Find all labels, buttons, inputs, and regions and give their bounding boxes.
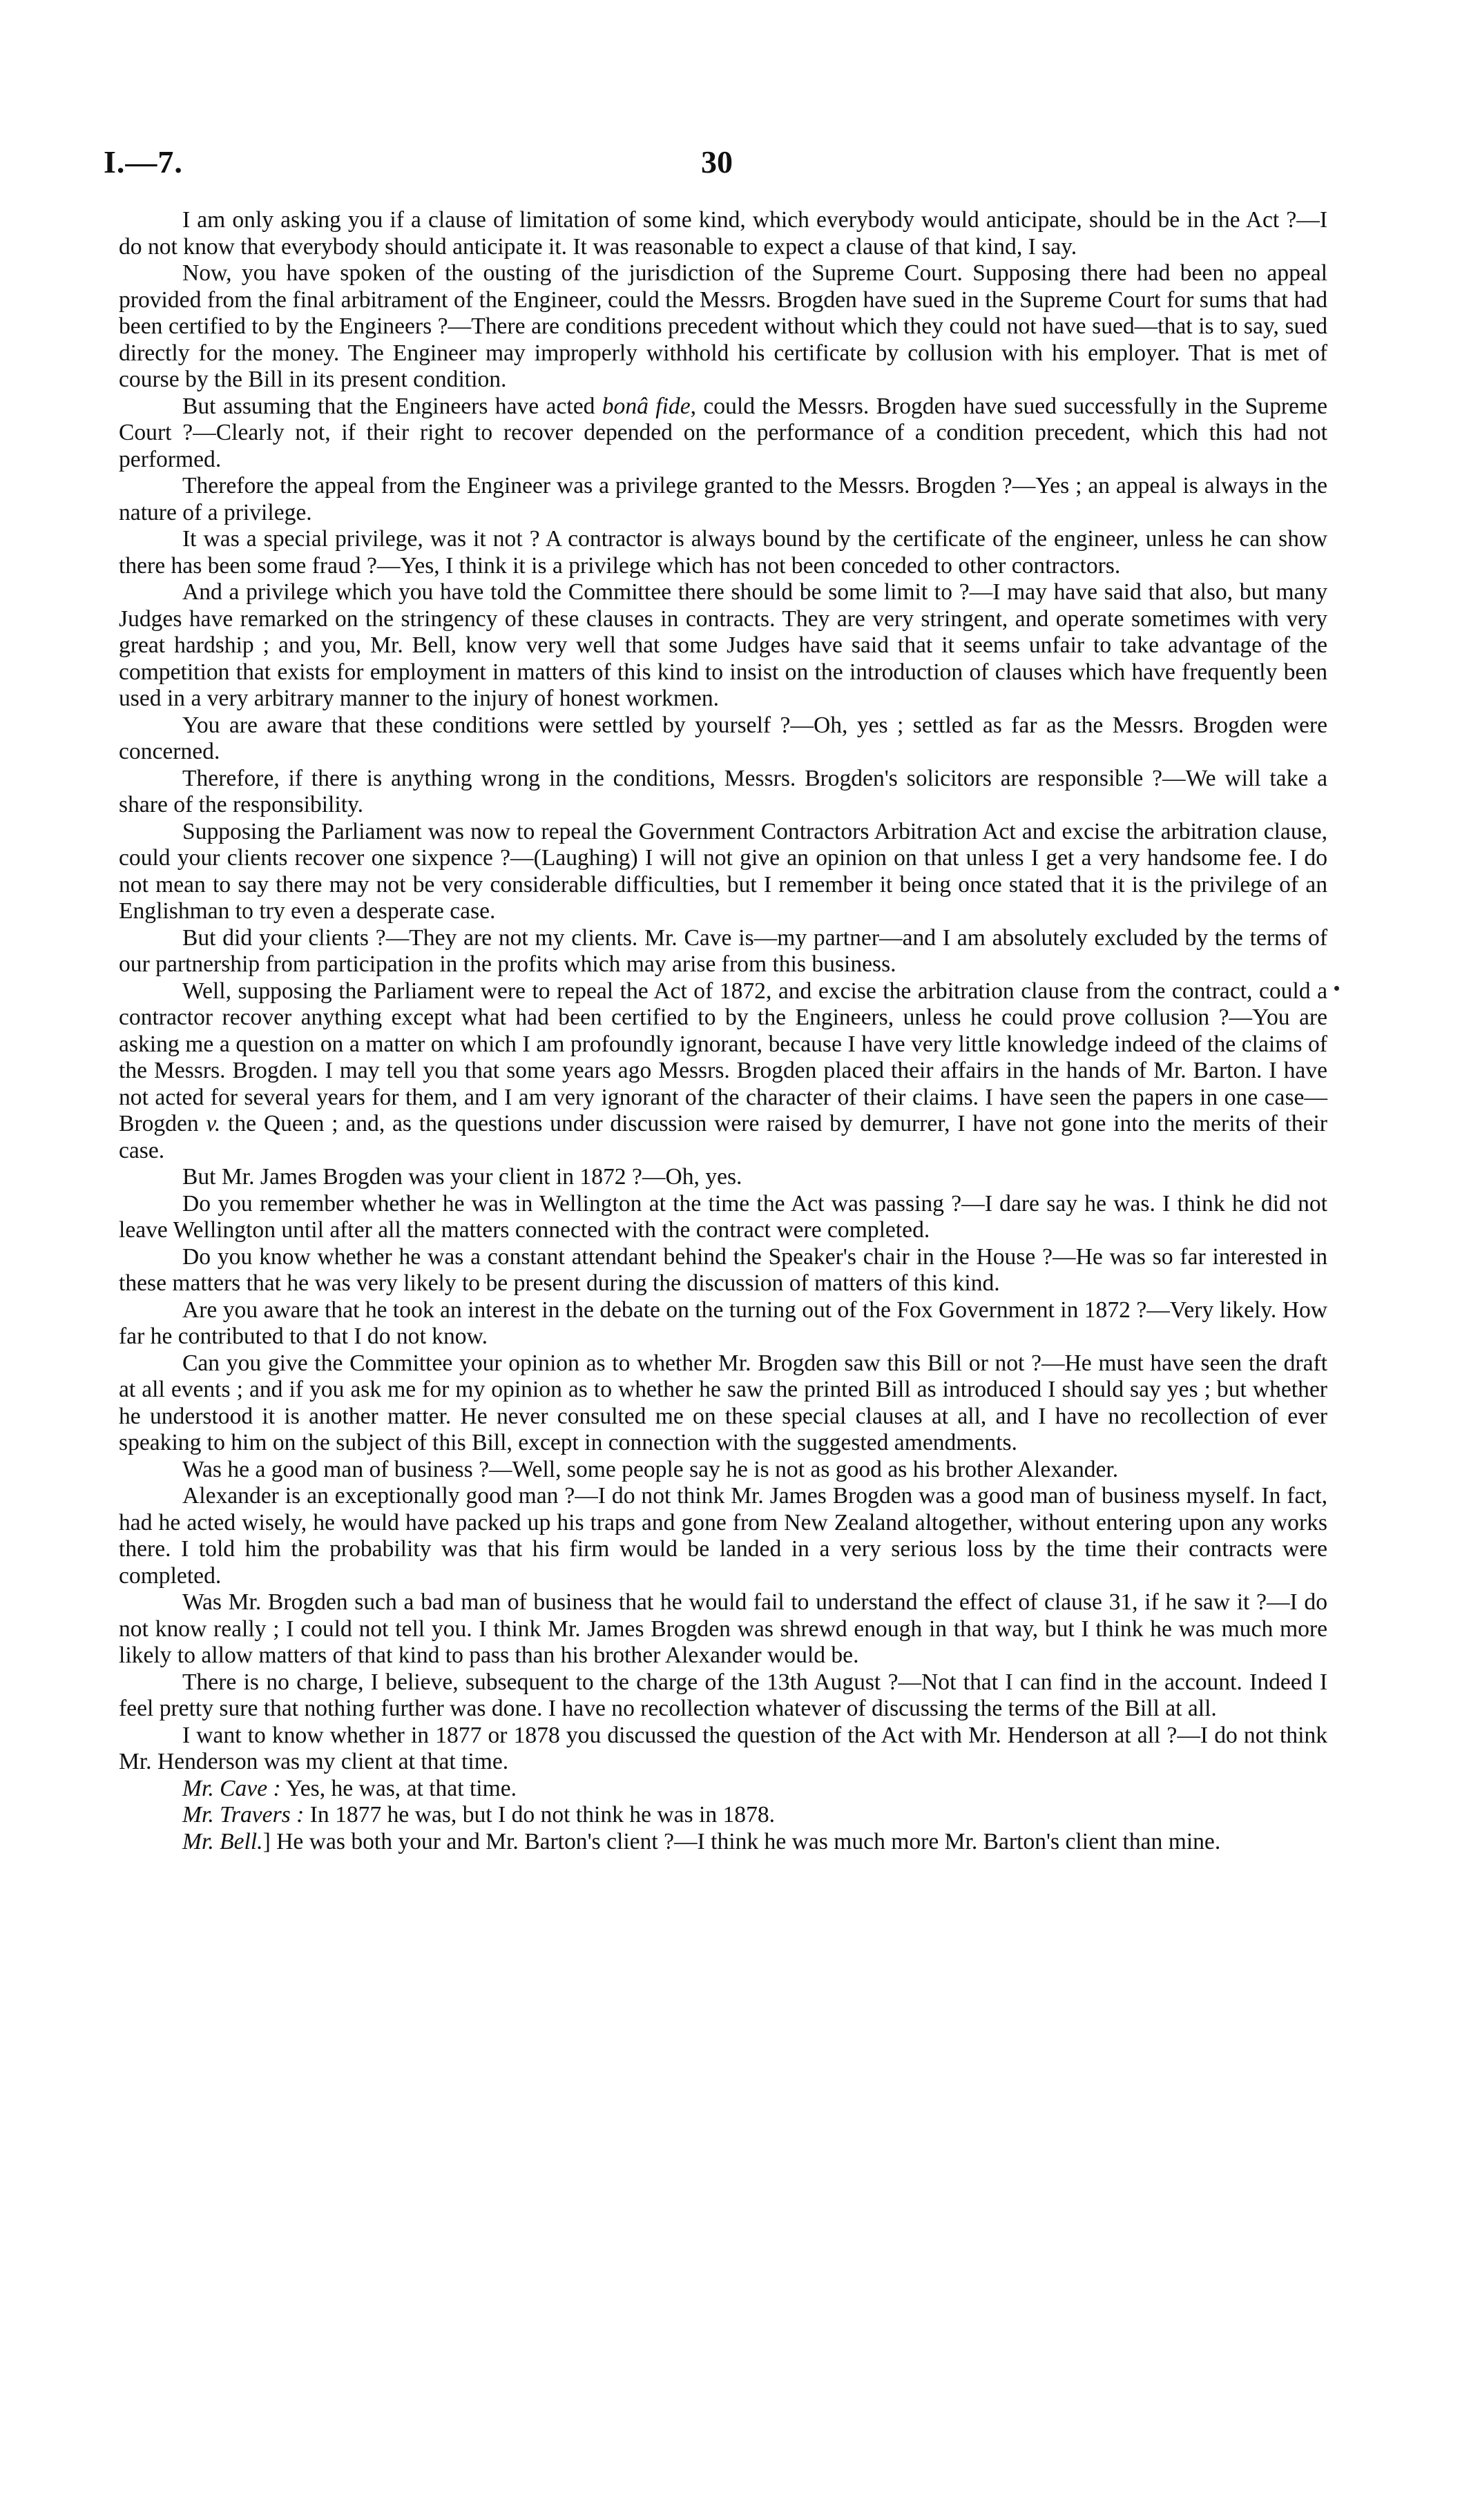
paragraph: Therefore the appeal from the Engineer was a privilege granted to the Messrs. Brogden ?—Yes ; an appeal is always in the nature of a privilege. [119,473,1327,525]
italic-phrase: v. [206,1111,221,1136]
paragraph: But Mr. James Brogden was your client in 1872 ?—Oh, yes. [182,1164,742,1190]
italic-phrase: bonâ fide [602,393,691,419]
paragraph: I am only asking you if a clause of limitation of some kind, which everybody would anticipate, should be in the Act ?—I do not know that everybody should anticipate it. It was reasonable to expect a clause of that kind, I say. [119,207,1327,260]
paragraph: Do you remember whether he was in Wellington at the time the Act was passing ?—I dare say he was. I think he did not leave Wellington until after all the matters connected with the contract were completed. [119,1190,1327,1243]
speaker-name: Mr. Cave : [182,1775,281,1801]
paragraph: There is no charge, I believe, subsequent to the charge of the 13th August ?—Not that I can find in the account. Indeed I feel pretty sure that nothing further was done. I have no recollection whatever of discussing the terms of the Bill at all. [119,1669,1327,1721]
speaker-paragraph: Mr. Cave : Yes, he was, at that time. [182,1775,517,1801]
speaker-name: Mr. Travers : [182,1802,305,1828]
paragraph: Well, supposing the Parliament were to repeal the Act of 1872, and excise the arbitration clause from the contract, could a contractor recover anything except what had been certified to by the Engineers, unless he could prove collusion ?—You are asking me a question on a matter on which I am profoundly ignorant, because I have very little knowledge indeed of the claims of the Messrs. Brogden. I may tell you that some years ago Messrs. Brogden placed their affairs in the hands of Mr. Barton. I have not acted for several years for them, and I am very ignorant of the character of their claims. I have seen the papers in one case—Brogden v. the Queen ; and, as the questions under discussion were raised by demurrer, I have not gone into the merits of their case. [119,978,1327,1163]
paragraph: Are you aware that he took an interest in the debate on the turning out of the Fox Government in 1872 ?—Very likely. How far he contributed to that I do not know. [119,1297,1327,1349]
paragraph: Was Mr. Brogden such a bad man of business that he would fail to understand the effect of clause 31, if he saw it ?—I do not know really ; I could not tell you. I think Mr. James Brogden was shrewd enough in that way, but I think he was much more likely to allow matters of that kind to pass than his brother Alexander would be. [119,1589,1327,1668]
document-reference: I.—7. [104,144,183,180]
paragraph: Can you give the Committee your opinion as to whether Mr. Brogden saw this Bill or not ?—He must have seen the draft at all events ; and if you ask me for my opinion as to whether he saw the printed Bill as introduced I should say yes ; but whether he understood it is another matter. He never consulted me on these special clauses at all, and I have no recollection of ever speaking to him on the subject of this Bill, except in connection with the suggested amendments. [119,1350,1327,1455]
speaker-paragraph: Mr. Bell.] He was both your and Mr. Barton's client ?—I think he was much more Mr. Barton's client than mine. [182,1828,1221,1854]
margin-mark [1334,986,1339,991]
paragraph: Now, you have spoken of the ousting of the jurisdiction of the Supreme Court. Supposing there had been no appeal provided from the final arbitrament of the Engineer, could the Messrs. Brogden have sued in the Supreme Court for sums that had been certified to by the Engineers ?—There are conditions precedent without which they could not have sued—that is to say, sued directly for the money. The Engineer may improperly withhold his certificate by collusion with his employer. That is met of course by the Bill in its present condition. [119,260,1327,392]
paragraph: Alexander is an exceptionally good man ?—I do not think Mr. James Brogden was a good man of business myself. In fact, had he acted wisely, he would have packed up his traps and gone from New Zealand altogether, without entering upon any works there. I told him the probability was that his firm would be landed in a very serious loss by the time their contracts were completed. [119,1483,1327,1589]
paragraph: Supposing the Parliament was now to repeal the Government Contractors Arbitration Act and excise the arbitration clause, could your clients recover one sixpence ?—(Laughing) I will not give an opinion on that unless I get a very handsome fee. I do not mean to say there may not be very considerable difficulties, but I remember it being once stated that it is the privilege of an Englishman to try even a desperate case. [119,818,1327,924]
speaker-name: Mr. Bell. [182,1828,263,1854]
paragraph: It was a special privilege, was it not ? A contractor is always bound by the certificate of the engineer, unless he can show there has been some fraud ?—Yes, I think it is a privilege which has not been conceded to other contractors. [119,526,1327,579]
paragraph: Do you know whether he was a constant attendant behind the Speaker's chair in the House ?—He was so far interested in these matters that he was very likely to be present during the discussion of matters of this kind. [119,1243,1327,1296]
paragraph: But assuming that the Engineers have acted bonâ fide, could the Messrs. Brogden have sued successfully in the Supreme Court ?—Clearly not, if their right to recover depended on the performance of a condition precedent, which this had not performed. [119,393,1327,472]
paragraph: Therefore, if there is anything wrong in the conditions, Messrs. Brogden's solicitors are responsible ?—We will take a share of the responsibility. [119,765,1327,817]
evidence-text [119,207,1327,1855]
paragraph: But did your clients ?—They are not my clients. Mr. Cave is—my partner—and I am absolutely excluded by the terms of our partnership from participation in the profits which may arise from this business. [119,924,1327,977]
paragraph: Was he a good man of business ?—Well, some people say he is not as good as his brother Alexander. [182,1456,1119,1482]
page-number: 30 [701,144,733,180]
paragraph: And a privilege which you have told the Committee there should be some limit to ?—I may have said that also, but many Judges have remarked on the stringency of these clauses in contracts. They are very stringent, and operate sometimes with very great hardship ; and you, Mr. Bell, know very well that some Judges have said that it seems unfair to take advantage of the competition that exists for employment in matters of this kind to insist on the introduction of clauses which have frequently been used in a very arbitrary manner to the injury of honest workmen. [119,579,1327,711]
page-header [104,144,1333,185]
paragraph: You are aware that these conditions were settled by yourself ?—Oh, yes ; settled as far as the Messrs. Brogden were concerned. [119,712,1327,764]
paragraph: I want to know whether in 1877 or 1878 you discussed the question of the Act with Mr. Henderson at all ?—I do not think Mr. Henderson was my client at that time. [119,1722,1327,1774]
speaker-paragraph: Mr. Travers : In 1877 he was, but I do not think he was in 1878. [182,1802,776,1828]
